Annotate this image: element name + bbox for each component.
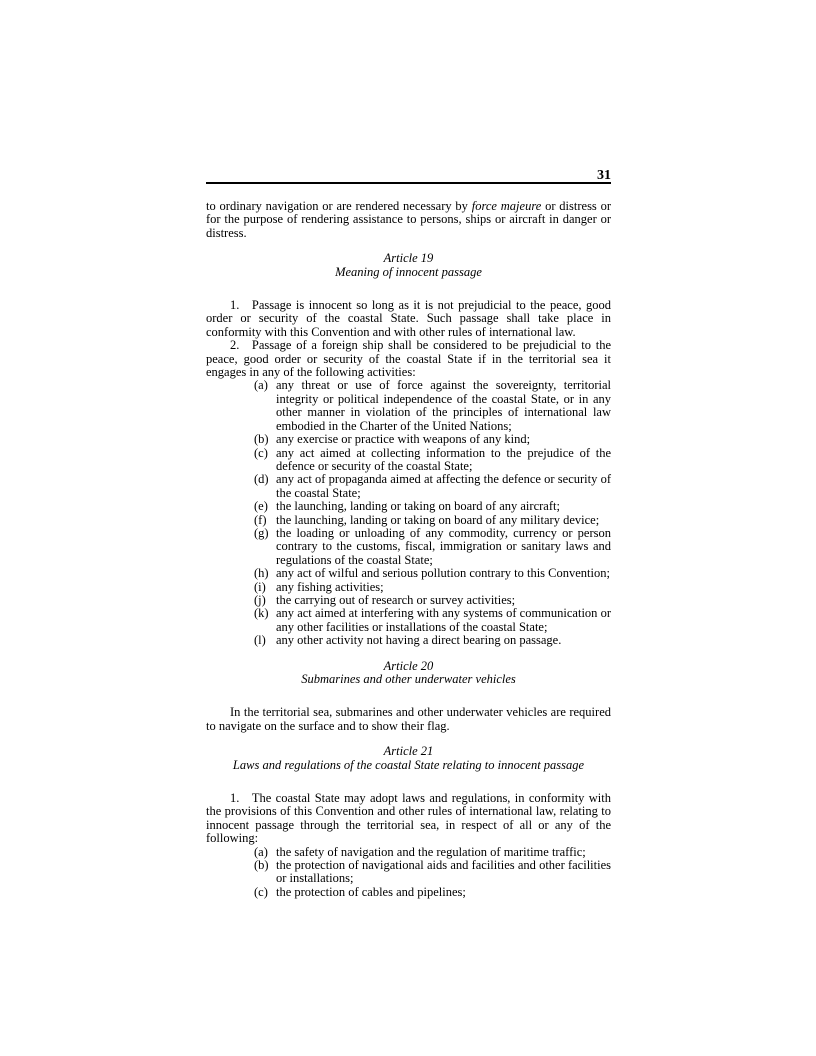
list-item-label: (c)	[254, 445, 268, 460]
list-item	[254, 500, 611, 513]
list-item-text: the launching, landing or taking on board of any aircraft;	[276, 499, 560, 514]
list-item	[254, 594, 611, 607]
list-item-text: the protection of navigational aids and facilities and other facilities or installations;	[276, 858, 611, 886]
list-item	[254, 581, 611, 594]
list-item	[254, 514, 611, 527]
article-19-number: Article 19	[383, 251, 434, 266]
list-item	[254, 447, 611, 474]
header-rule	[206, 182, 611, 184]
list-item-label: (c)	[254, 884, 268, 899]
list-item-label: (b)	[254, 432, 269, 447]
list-item-text: any other activity not having a direct bearing on passage.	[276, 633, 562, 648]
list-item	[254, 607, 611, 634]
list-item-label: (f)	[254, 512, 267, 527]
article-21-para-1: 1. The coastal State may adopt laws and regulations, in conformity with the provisions of this Convention and other rules of international law, relating to innocent passage through the territorial sea, in respect of all or any of the following:	[206, 791, 611, 846]
page-number: 31	[597, 168, 611, 183]
article-20-number: Article 20	[383, 658, 434, 673]
page-body	[206, 200, 611, 899]
list-item-label: (h)	[254, 566, 269, 581]
continuation-text-end: or distress or for the purpose of rendering assistance to persons, ships or aircraft in danger or distress.	[206, 199, 612, 240]
article-19-para-2: 2. Passage of a foreign ship shall be considered to be prejudicial to the peace, good order or security of the coastal State if in the territorial sea it engages in any of the following activities:	[206, 338, 611, 380]
article-21-title: Laws and regulations of the coastal State relating to innocent passage	[232, 757, 585, 772]
list-item	[254, 634, 611, 647]
article-21-heading	[206, 745, 611, 772]
list-item	[254, 859, 611, 886]
article-21-number: Article 21	[383, 744, 434, 759]
list-item-text: the carrying out of research or survey activities;	[276, 592, 516, 607]
list-item-text: the loading or unloading of any commodity, currency or person contrary to the customs, fiscal, immigration or sanitary laws and regulations of the coastal State;	[276, 525, 611, 567]
list-item-label: (j)	[254, 592, 266, 607]
list-item-text: any fishing activities;	[276, 579, 384, 594]
list-item-label: (b)	[254, 858, 269, 873]
list-item-text: any exercise or practice with weapons of any kind;	[276, 432, 531, 447]
list-item-label: (e)	[254, 499, 268, 514]
article-20-title: Submarines and other underwater vehicles	[301, 672, 516, 686]
article-19-activity-list	[206, 379, 611, 647]
list-item-text: any act aimed at interfering with any systems of communication or any other facilities or installations of the coastal State;	[276, 606, 611, 634]
list-item-text: any act of propaganda aimed at affecting the defence or security of the coastal State;	[276, 472, 611, 500]
list-item-label: (a)	[254, 378, 268, 393]
list-item-text: the safety of navigation and the regulation of maritime traffic;	[276, 844, 586, 859]
continuation-text-start: to ordinary navigation or are rendered necessary by	[206, 199, 472, 213]
list-item	[254, 473, 611, 500]
list-item-text: any threat or use of force against the sovereignty, territorial integrity or political independence of the coastal State, or in any other manner in violation of the principles of international law embodied in the Charter of the United Nations;	[276, 378, 611, 433]
list-item-text: any act of wilful and serious pollution contrary to this Convention;	[276, 566, 610, 581]
list-item-label: (l)	[254, 633, 266, 648]
article-19-para-1: 1. Passage is innocent so long as it is not prejudicial to the peace, good order or security of the coastal State. Such passage shall take place in conformity with this Convention and with other rules of international law.	[206, 298, 611, 339]
article-20-heading	[206, 660, 611, 687]
list-item-label: (i)	[254, 579, 266, 594]
list-item-text: the launching, landing or taking on board of any military device;	[276, 512, 600, 527]
article-19-title: Meaning of innocent passage	[335, 264, 482, 279]
list-item	[254, 567, 611, 580]
list-item	[254, 433, 611, 446]
article-21-subject-list	[206, 846, 611, 900]
list-item-text: any act aimed at collecting information to the prejudice of the defence or security of the coastal State;	[276, 445, 611, 473]
list-item-label: (d)	[254, 472, 269, 487]
article-20-para: In the territorial sea, submarines and other underwater vehicles are required to navigate on the surface and to show their flag.	[206, 705, 611, 733]
list-item-label: (k)	[254, 606, 269, 621]
article-19-heading	[206, 252, 611, 279]
continuation-paragraph	[206, 200, 611, 240]
list-item	[254, 379, 611, 433]
force-majeure-term: force majeure	[471, 199, 542, 213]
list-item-label: (a)	[254, 844, 268, 859]
list-item	[254, 527, 611, 567]
list-item	[254, 846, 611, 859]
list-item-text: the protection of cables and pipelines;	[276, 884, 466, 899]
list-item-label: (g)	[254, 525, 269, 540]
list-item	[254, 886, 611, 899]
